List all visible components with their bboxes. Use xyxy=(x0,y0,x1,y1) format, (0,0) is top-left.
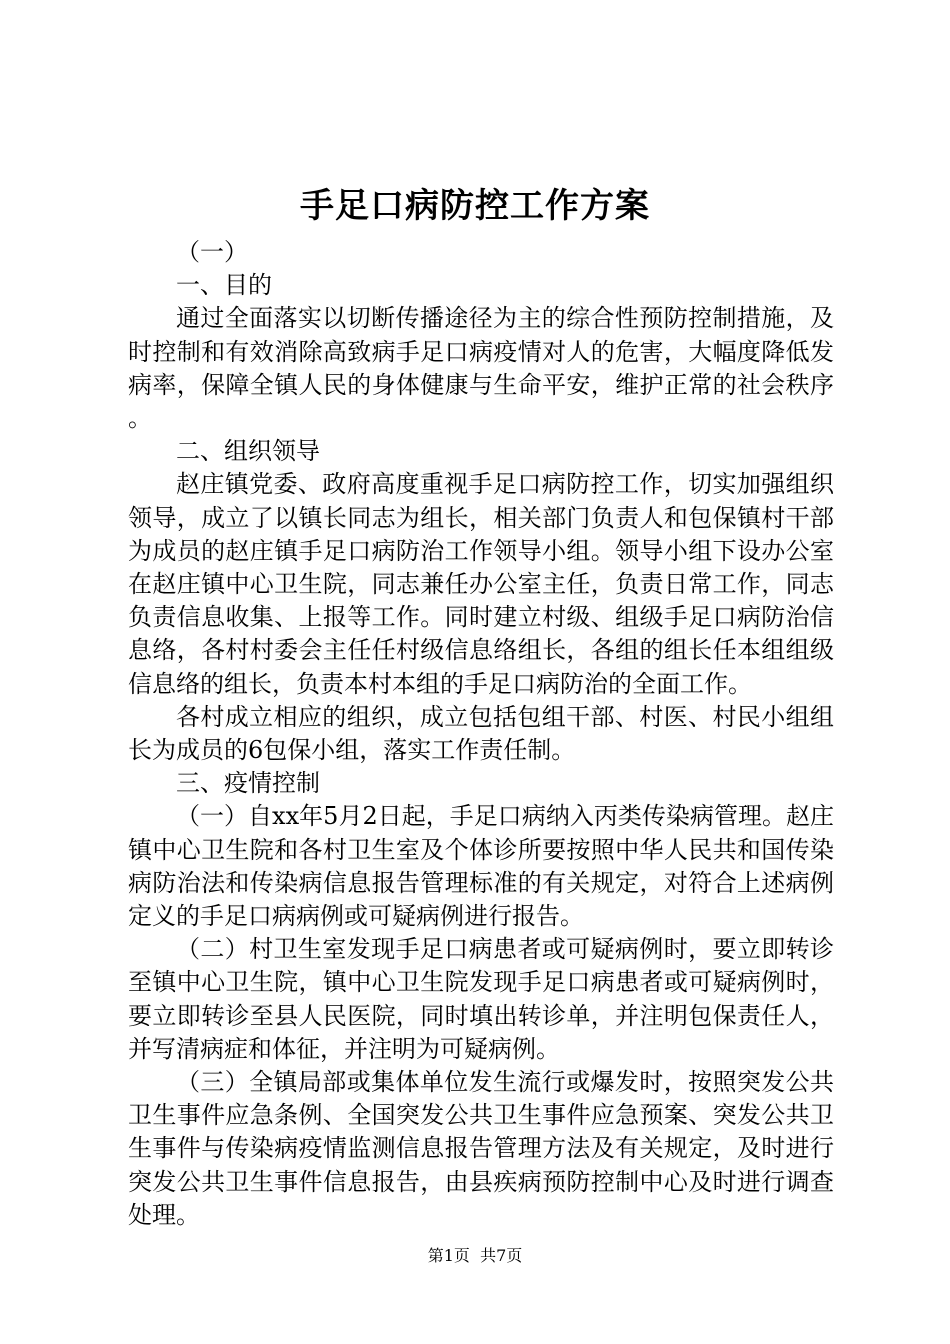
page-number: 第1页 xyxy=(427,1246,470,1265)
paragraph-purpose: 通过全面落实以切断传播途径为主的综合性预防控制措施，及时控制和有效消除高致病手足口病疫情对人的危害，大幅度降低发病率，保障全镇人民的身体健康与生命平安，维护正常的社会秩序。 xyxy=(128,304,834,433)
paragraph-control-2: （二）村卫生室发现手足口病患者或可疑病例时，要立即转诊至镇中心卫生院，镇中心卫生院发现手足口病患者或可疑病例时，要立即转诊至县人民医院，同时填出转诊单，并注明包保责任人，并写清病症和体征，并注明为可疑病例。 xyxy=(128,935,834,1063)
section-number: （一） xyxy=(176,238,248,266)
document-body xyxy=(128,236,834,1232)
paragraph-control-3: （三）全镇局部或集体单位发生流行或爆发时，按照突发公共卫生事件应急条例、全国突发公共卫生事件应急预案、突发公共卫生事件与传染病疫情监测信息报告管理方法及有关规定，及时进行突发公共卫生事件信息报告，由县疾病预防控制中心及时进行调查处理。 xyxy=(128,1068,834,1229)
page-footer xyxy=(0,1245,950,1267)
page-total: 共7页 xyxy=(480,1246,523,1265)
paragraph-control-1: （一）自xx年5月2日起，手足口病纳入丙类传染病管理。赵庄镇中心卫生院和各村卫生室及个体诊所要按照中华人民共和国传染病防治法和传染病信息报告管理标准的有关规定，对符合上述病例定义的手足口病病例或可疑病例进行报告。 xyxy=(128,802,834,931)
heading-epidemic-control: 三、疫情控制 xyxy=(176,769,320,798)
document-title: 手足口病防控工作方案 xyxy=(300,186,650,226)
paragraph-organization: 赵庄镇党委、政府高度重视手足口病防控工作，切实加强组织领导，成立了以镇长同志为组长，相关部门负责人和包保镇村干部为成员的赵庄镇手足口病防治工作领导小组。领导小组下设办公室在赵庄镇中心卫生院，同志兼任办公室主任，负责日常工作，同志负责信息收集、上报等工作。同时建立村级、组级手足口病防治信息络，各村村委会主任任村级信息络组长，各组的组长任本组组级信息络的组长，负责本村本组的手足口病防治的全面工作。 xyxy=(128,470,834,698)
heading-purpose: 一、目的 xyxy=(176,271,272,300)
paragraph-village-groups: 各村成立相应的组织，成立包括包组干部、村医、村民小组组长为成员的6包保小组，落实工作责任制。 xyxy=(128,702,834,765)
heading-organization: 二、组织领导 xyxy=(176,437,320,466)
